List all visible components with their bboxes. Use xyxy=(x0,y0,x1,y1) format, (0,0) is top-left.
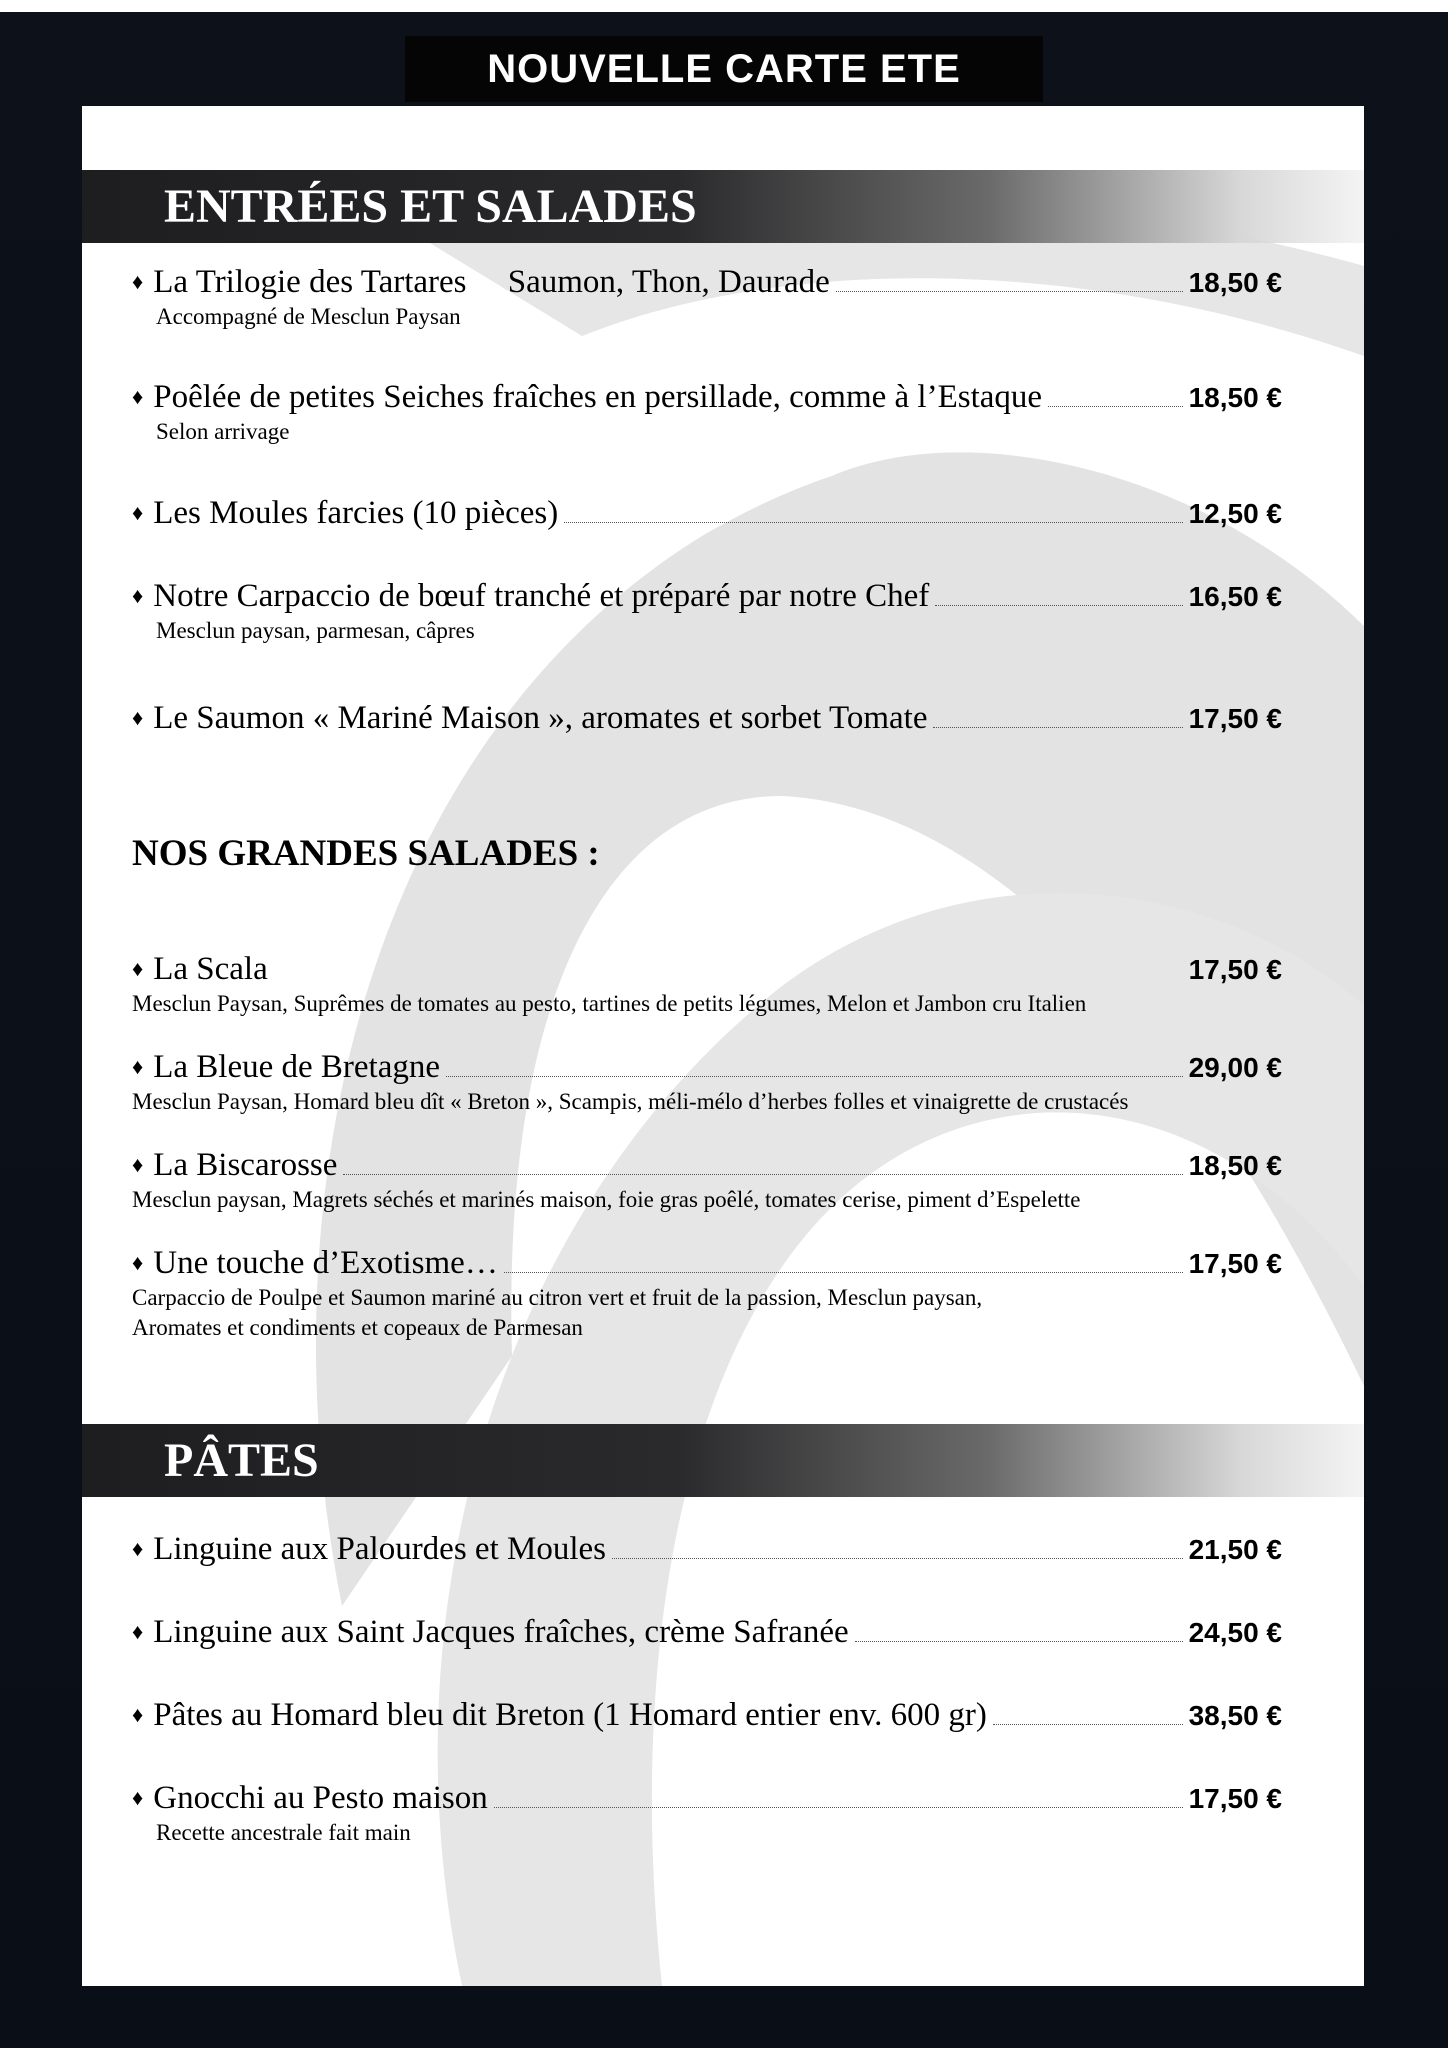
item-description: Mesclun paysan, Magrets séchés et marinés maison, foie gras poêlé, tomates cerise, piment d’Espelette xyxy=(132,1186,1081,1212)
menu-item xyxy=(132,700,1364,738)
bullet-icon: ♦ xyxy=(132,1250,144,1275)
item-name: Le Saumon « Mariné Maison », aromates et sorbet Tomate xyxy=(153,700,928,736)
item-price: 17,50 € xyxy=(1188,1783,1282,1814)
item-name: La Scala xyxy=(153,951,268,987)
item-price: 17,50 € xyxy=(1188,954,1282,985)
item-price: 21,50 € xyxy=(1188,1534,1282,1565)
subsection-title: NOS GRANDES SALADES : xyxy=(132,833,600,874)
dot-leader xyxy=(612,1557,1183,1559)
bullet-icon: ♦ xyxy=(132,500,144,525)
item-description: Mesclun paysan, parmesan, câpres xyxy=(156,617,475,643)
item-name: Linguine aux Palourdes et Moules xyxy=(153,1531,606,1567)
item-name: Les Moules farcies (10 pièces) xyxy=(153,495,559,531)
item-price: 29,00 € xyxy=(1188,1052,1282,1083)
menu-sheet xyxy=(82,106,1364,1986)
dot-leader xyxy=(494,1806,1183,1808)
bullet-icon: ♦ xyxy=(132,1054,144,1079)
section-header-entrees: ENTRÉES ET SALADES xyxy=(82,170,1364,243)
item-description: Recette ancestrale fait main xyxy=(156,1819,411,1845)
item-price: 16,50 € xyxy=(1188,581,1282,612)
item-name: La Biscarosse xyxy=(153,1147,338,1183)
item-price: 18,50 € xyxy=(1188,382,1282,413)
bullet-icon: ♦ xyxy=(132,1785,144,1810)
bullet-icon: ♦ xyxy=(132,1619,144,1644)
menu-item xyxy=(132,578,1364,646)
menu-item xyxy=(132,379,1364,447)
menu-item xyxy=(132,1531,1364,1569)
item-name: La Bleue de Bretagne xyxy=(153,1049,441,1085)
item-name: Linguine aux Saint Jacques fraîches, crème Safranée xyxy=(153,1614,849,1650)
item-price: 24,50 € xyxy=(1188,1617,1282,1648)
dot-leader xyxy=(855,1640,1183,1642)
item-name: Pâtes au Homard bleu dit Breton (1 Homard entier env. 600 gr) xyxy=(153,1697,987,1733)
dot-leader xyxy=(1048,405,1183,407)
bullet-icon: ♦ xyxy=(132,705,144,730)
item-description: Mesclun Paysan, Homard bleu dît « Breton », Scampis, méli-mélo d’herbes folles et vinaigrette de crustacés xyxy=(132,1088,1129,1114)
menu-item xyxy=(132,1697,1364,1735)
section-header-pates: PÂTES xyxy=(82,1424,1364,1497)
menu-item xyxy=(132,495,1364,533)
menu-item xyxy=(132,1049,1364,1117)
item-description: Carpaccio de Poulpe et Saumon mariné au citron vert et fruit de la passion, Mesclun paysan, xyxy=(132,1284,983,1310)
item-price: 12,50 € xyxy=(1188,498,1282,529)
item-price: 38,50 € xyxy=(1188,1700,1282,1731)
item-price: 17,50 € xyxy=(1188,703,1282,734)
bullet-icon: ♦ xyxy=(132,384,144,409)
item-name: Une touche d’Exotisme… xyxy=(153,1245,498,1281)
item-description: Accompagné de Mesclun Paysan xyxy=(156,303,461,329)
dot-leader xyxy=(993,1723,1183,1725)
dot-leader xyxy=(935,604,1182,606)
menu-item xyxy=(132,1245,1364,1343)
item-name: Notre Carpaccio de bœuf tranché et préparé par notre Chef xyxy=(153,578,930,614)
menu-item xyxy=(132,1780,1364,1848)
dot-leader xyxy=(504,1271,1183,1273)
dot-leader xyxy=(446,1075,1183,1077)
menu-item xyxy=(132,1147,1364,1215)
bullet-icon: ♦ xyxy=(132,583,144,608)
menu-item xyxy=(132,1614,1364,1652)
bullet-icon: ♦ xyxy=(132,1152,144,1177)
item-name: La Trilogie des Tartares Saumon, Thon, Daurade xyxy=(153,264,830,300)
dot-leader xyxy=(343,1173,1182,1175)
bullet-icon: ♦ xyxy=(132,1702,144,1727)
dot-leader xyxy=(933,726,1182,728)
item-price: 17,50 € xyxy=(1188,1248,1282,1279)
dot-leader xyxy=(564,521,1182,523)
page-title: NOUVELLE CARTE ETE xyxy=(405,36,1043,102)
menu-item xyxy=(132,951,1364,1019)
item-description: Mesclun Paysan, Suprêmes de tomates au pesto, tartines de petits légumes, Melon et Jambon cru Italien xyxy=(132,990,1087,1016)
item-name: Poêlée de petites Seiches fraîches en persillade, comme à l’Estaque xyxy=(153,379,1043,415)
item-description: Selon arrivage xyxy=(156,418,290,444)
menu-item xyxy=(132,264,1364,332)
item-price: 18,50 € xyxy=(1188,1150,1282,1181)
dot-leader xyxy=(836,290,1183,292)
item-name: Gnocchi au Pesto maison xyxy=(153,1780,488,1816)
bullet-icon: ♦ xyxy=(132,956,144,981)
bullet-icon: ♦ xyxy=(132,269,144,294)
item-price: 18,50 € xyxy=(1188,267,1282,298)
item-description-continued: Aromates et condiments et copeaux de Parmesan xyxy=(132,1314,583,1340)
bullet-icon: ♦ xyxy=(132,1536,144,1561)
